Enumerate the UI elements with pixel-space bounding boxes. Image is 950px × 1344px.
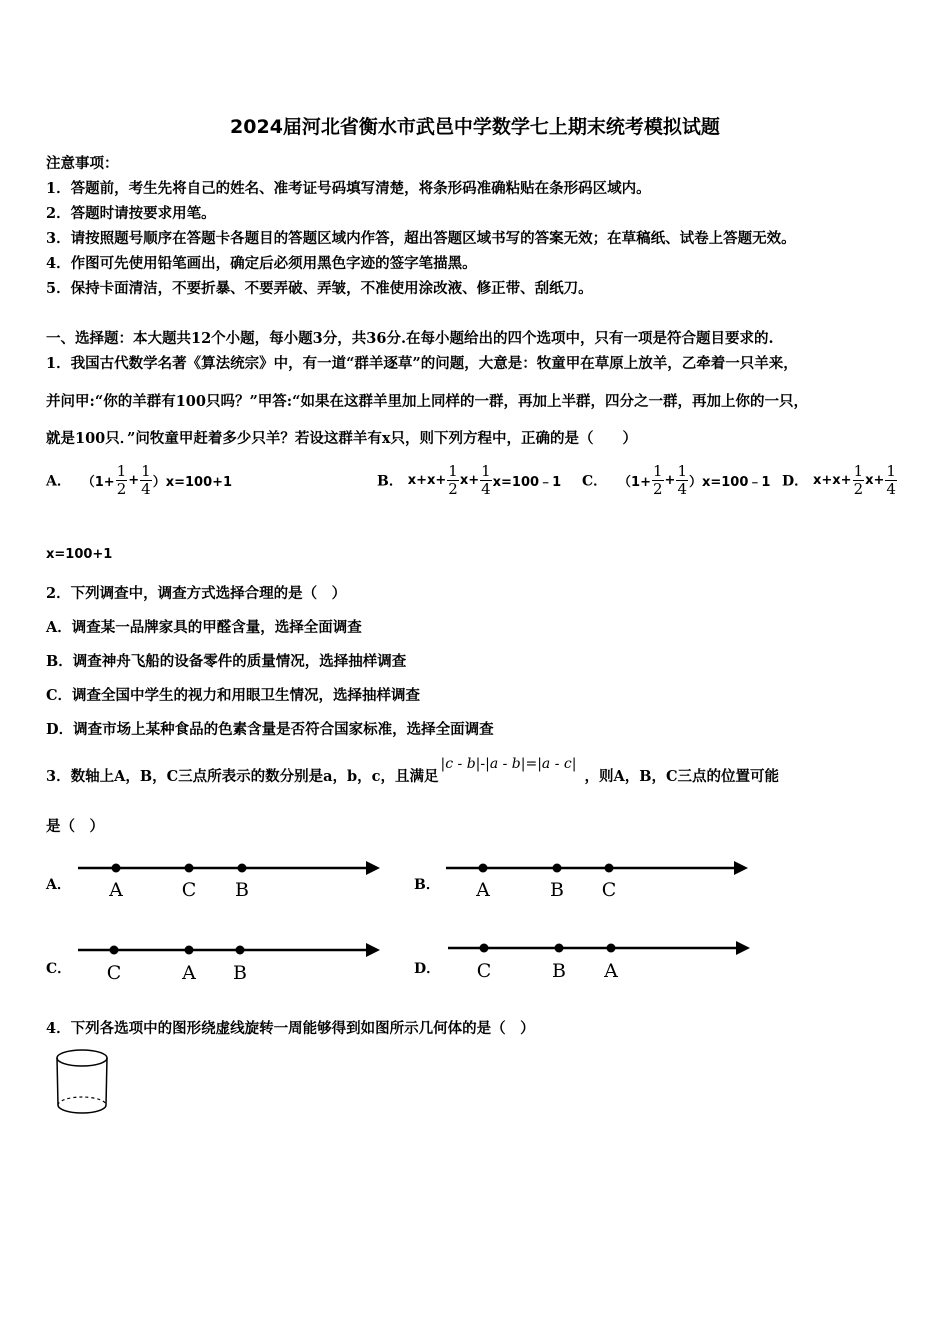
fraction-quarter: $\frac{1}{4}$ [677,462,687,498]
q2-stem: 2．下列调查中，调查方式选择合理的是（ ） [46,585,347,602]
fraction-quarter: $\frac{1}{4}$ [886,462,896,498]
q3-option-a-number-line[interactable] [76,856,382,900]
q4-stem: 4．下列各选项中的图形绕虚线旋转一周能够得到如图所示几何体的是（ ） [46,1020,535,1037]
q2-option-a[interactable]: A．调查某一品牌家具的甲醛含量，选择全面调查 [46,619,362,636]
q3-stem-line2: 是（ ） [46,818,104,835]
point-dot [238,864,247,873]
q3-option-d-number-line[interactable] [446,936,752,980]
q1-option-d-continued: x=100+1 [46,547,113,562]
fraction-quarter: $\frac{1}{4}$ [141,462,151,498]
point-dot [605,864,614,873]
point-dot [236,946,245,955]
point-dot [480,944,489,953]
notice-item: 2．答题时请按要求用笔。 [46,205,216,222]
q3-option-c-number-line[interactable] [76,938,382,982]
point-dot [185,946,194,955]
point-label: C [476,960,492,980]
q1-option-c[interactable]: C． （1+ $\frac{1}{2}$ + $\frac{1}{4}$ ）x=100﹣1 [582,462,771,498]
q3-option-d-label[interactable]: D． [414,961,441,977]
point-dot [112,864,121,873]
point-dot [555,944,564,953]
point-label: A [109,879,123,900]
option-text: （1+ [81,475,115,490]
notice-item: 3．请按照题号顺序在答题卡各题目的答题区域内作答，超出答题区域书写的答案无效；在草稿纸、试卷上答题无效。 [46,230,796,247]
q1-option-a[interactable]: A． （1+ $\frac{1}{2}$ + $\frac{1}{4}$ ）x=100+1 [46,462,233,498]
q3-stem: 3．数轴上A，B，C三点所表示的数分别是a，b，c，且满足|c - b|-|a - b|=|a - c|，则A，B，C三点的位置可能 [46,756,779,785]
q1-stem-line3: 就是100只．”问牧童甲赶着多少只羊？若设这群羊有x只，则下列方程中，正确的是（ ） [46,430,637,447]
point-label: C [181,879,197,900]
option-label: C． [582,473,608,490]
q1-stem-line1: 1．我国古代数学名著《算法统宗》中，有一道“群羊逐草”的问题，大意是：牧童甲在草原上放羊，乙牵着一只羊来， [46,355,798,372]
point-label: C [106,962,122,982]
notice-item: 1．答题前，考生先将自己的姓名、准考证号码填写清楚，将条形码准确粘贴在条形码区域内。 [46,180,651,197]
notice-heading: 注意事项： [46,155,119,172]
point-label: C [601,879,617,900]
q3-formula: |c - b|-|a - b|=|a - c| [440,756,577,772]
point-dot [553,864,562,873]
fraction-half: $\frac{1}{2}$ [853,462,864,498]
notice-item: 5．保持卡面清洁，不要折暴、不要弄破、弄皱，不准使用涂改液、修正带、刮纸刀。 [46,280,593,297]
option-label: A． [46,473,71,490]
point-dot [479,864,488,873]
fraction-quarter: $\frac{1}{4}$ [481,462,491,498]
q2-option-c[interactable]: C．调查全国中学生的视力和用眼卫生情况，选择抽样调查 [46,687,421,704]
q3-option-c-label[interactable]: C． [46,961,72,977]
q2-option-d[interactable]: D．调查市场上某种食品的色素含量是否符合国家标准，选择全面调查 [46,721,494,738]
q1-stem-line2: 并问甲:“你的羊群有100只吗？”甲答:“如果在这群羊里加上同样的一群，再加上半群，四分之一群，再加上你的一只， [46,393,808,410]
q1-option-b[interactable]: B． x+x+ $\frac{1}{2}$ x+ $\frac{1}{4}$ x=100﹣1 [377,462,562,498]
option-label: D． [782,473,809,490]
cylinder-figure [50,1046,114,1120]
fraction-half: $\frac{1}{2}$ [116,462,127,498]
q3-option-b-number-line[interactable] [444,856,750,900]
point-dot [185,864,194,873]
point-dot [607,944,616,953]
section-heading: 一、选择题：本大题共12个小题，每小题3分，共36分.在每小题给出的四个选项中，只有一项是符合题目要求的. [46,330,774,347]
point-label: A [476,879,490,900]
point-label: B [552,960,566,980]
notice-item: 4．作图可先使用铅笔画出，确定后必须用黑色字迹的签字笔描黑。 [46,255,477,272]
page-title: 2024届河北省衡水市武邑中学数学七上期末统考模拟试题 [230,116,720,138]
point-label: A [604,960,618,980]
point-label: A [182,962,196,982]
q3-option-a-label[interactable]: A． [46,877,71,893]
point-label: B [233,962,247,982]
option-label: B． [377,473,403,490]
point-label: B [550,879,564,900]
fraction-half: $\frac{1}{2}$ [448,462,458,498]
q1-option-d[interactable]: D． x+x+ $\frac{1}{2}$ x+ $\frac{1}{4}$ [782,462,896,498]
point-dot [110,946,119,955]
q2-option-b[interactable]: B．调查神舟飞船的设备零件的质量情况，选择抽样调查 [46,653,407,670]
fraction-half: $\frac{1}{2}$ [652,462,663,498]
point-label: B [235,879,249,900]
q3-option-b-label[interactable]: B． [414,877,440,893]
